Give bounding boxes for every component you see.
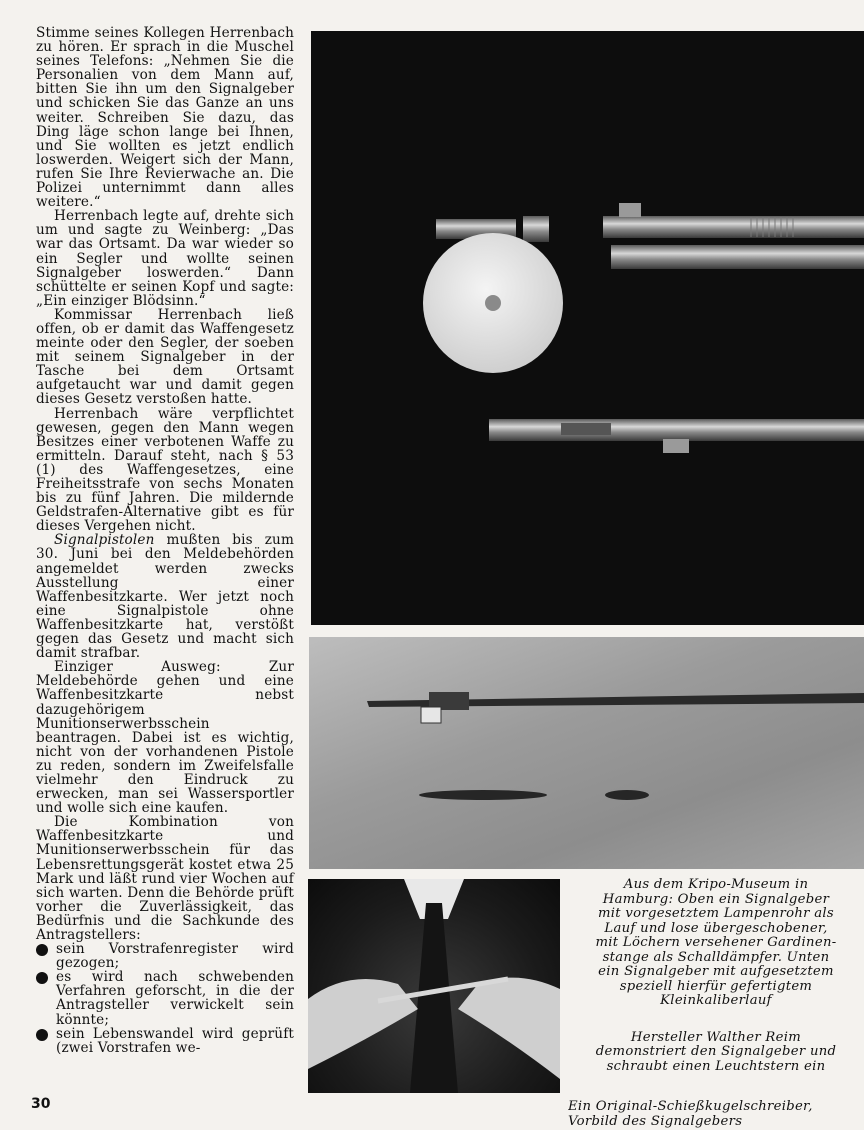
caption-demonstration bbox=[568, 1031, 864, 1075]
lower-slot bbox=[561, 423, 611, 435]
page-number: 30 bbox=[31, 1096, 51, 1112]
paragraph-5-rest: mußten bis zum 30. Juni bei den Meldebehörden angemeldet werden zwecks Ausstellung einer Waffenbesitzkarte. Wer jetzt noch eine Signalpistole ohne Waffenbesitzkarte hat, verstößt gegen das Gesetz und macht sich damit strafbar. bbox=[36, 532, 294, 662]
list-item: es wird nach schwebenden Verfahren geforscht, in die der Antragsteller verwickelt sein könnte; bbox=[36, 970, 294, 1026]
upper-knob bbox=[619, 203, 641, 217]
caption-line: stange als Schalldämpfer. Unten bbox=[602, 949, 830, 965]
short-pen-left bbox=[419, 790, 547, 800]
caption-line: Vorbild des Signalgebers bbox=[568, 1113, 743, 1129]
right-hand bbox=[458, 978, 560, 1079]
caption-pen bbox=[568, 1100, 864, 1129]
paragraph-5 bbox=[36, 533, 294, 660]
paragraph-4: Herrenbach wäre verpflichtet gewesen, gegen den Mann wegen Besitzes einer verbotenen Waffe zu ermitteln. Darauf steht, nach § 53 (1) des Waffengesetzes, eine Freiheitsstrafe von sechs Monaten bis zu fünf Jahren. Die mildernde Geldstrafen-Alternative gibt es für dieses Vergehen nicht. bbox=[36, 405, 294, 535]
caption-line: demonstriert den Signalgeber und bbox=[595, 1044, 837, 1059]
caption-line: Lauf und lose übergeschobener, bbox=[604, 920, 828, 936]
article-column bbox=[36, 26, 294, 1055]
upper-collar bbox=[523, 216, 549, 242]
caption-line: Kleinkaliberlauf bbox=[660, 993, 772, 1008]
lower-barrel bbox=[489, 419, 864, 441]
paragraph-2: Herrenbach legte auf, drehte sich um und sagte zu Weinberg: „Das war das Ortsamt. Da war wieder so ein Segler und wollte seinen Signalgeber loswerden.“ Dann schüttelte er seinen Kopf und sagte: „Ein einziger Blödsinn.“ bbox=[36, 208, 294, 309]
upper-tube bbox=[611, 245, 864, 269]
photo-museum-pens-drawing bbox=[309, 637, 864, 869]
caption-museum bbox=[568, 878, 864, 1009]
photo-museum-pens bbox=[309, 637, 864, 869]
caption-line: speziell hierfür gefertigtem bbox=[619, 978, 813, 994]
caption-line: mit vorgesetztem Lampenrohr als bbox=[597, 906, 835, 921]
short-pen-right bbox=[605, 790, 649, 800]
caption-line: Hamburg: Oben ein Signalgeber bbox=[602, 891, 830, 907]
paragraph-7: Die Kombination von Waffenbesitzkarte und Munitionserwerbsschein für das Lebensrettungsgerät kostet etwa 25 Mark und läßt rund vier Wochen auf sich warten. Denn die Behörde prüft vorher die Zuverlässigkeit, das Bedürfnis und die Sachkunde des Antragstellers: bbox=[36, 814, 294, 943]
lower-knob bbox=[663, 439, 689, 453]
caption-line: schraubt einen Leuchtstern ein bbox=[606, 1058, 826, 1074]
paragraph-6: Einziger Ausweg: Zur Meldebehörde gehen und eine Waffenbesitzkarte nebst dazugehörigem Munitionserwerbsschein beantragen. Dabei ist es wichtig, nicht von der vorhandenen Pistole zu reden, sondern im Zweifelsfalle vielmehr den Eindruck zu erwecken, man sei Wassersportler und wolle sich eine kaufen. bbox=[36, 659, 294, 817]
photo-demonstration-drawing bbox=[308, 879, 560, 1093]
caption-line: Ein Original-Schießkugelschreiber, bbox=[568, 1099, 813, 1114]
paragraph-3: Kommissar Herrenbach ließ offen, ob er damit das Waffengesetz meinte oder den Segler, der soeben mit seinem Signalgeber in der Tasche bei dem Ortsamt aufgetaucht war und damit gegen dieses Gesetz verstoßen hatte. bbox=[36, 306, 294, 408]
caption-line: Aus dem Kripo-Museum in bbox=[623, 878, 809, 892]
upper-barrel bbox=[603, 216, 864, 238]
captions bbox=[568, 878, 864, 1129]
paragraph-1: Stimme seines Kollegen Herrenbach zu hören. Er sprach in die Muschel seines Telefons: „Nehmen Sie die Personalien von dem Mann auf, bitten Sie ihn um den Signalgeber und schicken Sie das Ganze an uns weiter. Schreiben Sie dazu, das Ding läge schon lange bei Ihnen, und Sie wollten es jetzt endlich loswerden. Weigert sich der Mann, rufen Sie Ihre Revierwache an. Die Polizei unternimmt dann alles weitere.“ bbox=[36, 25, 294, 211]
photo-demonstration bbox=[308, 879, 560, 1093]
disc-hole bbox=[485, 295, 501, 311]
left-hand bbox=[308, 979, 418, 1069]
caption-line: mit Löchern versehener Gardinen- bbox=[595, 935, 837, 950]
list-item: sein Vorstrafenregister wird gezogen; bbox=[36, 942, 294, 970]
caption-line: ein Signalgeber mit aufgesetztem bbox=[598, 964, 834, 979]
photo-signal-devices-drawing bbox=[311, 31, 864, 625]
signalpistolen-term: Signalpistolen bbox=[54, 532, 155, 549]
pen-tag bbox=[421, 707, 441, 723]
list-item: sein Lebenswandel wird geprüft (zwei Vorstrafen we- bbox=[36, 1027, 294, 1055]
photo-signal-devices bbox=[311, 31, 864, 625]
caption-line: Hersteller Walther Reim bbox=[630, 1029, 802, 1045]
necktie bbox=[410, 903, 458, 1093]
requirements-list bbox=[36, 942, 294, 1055]
